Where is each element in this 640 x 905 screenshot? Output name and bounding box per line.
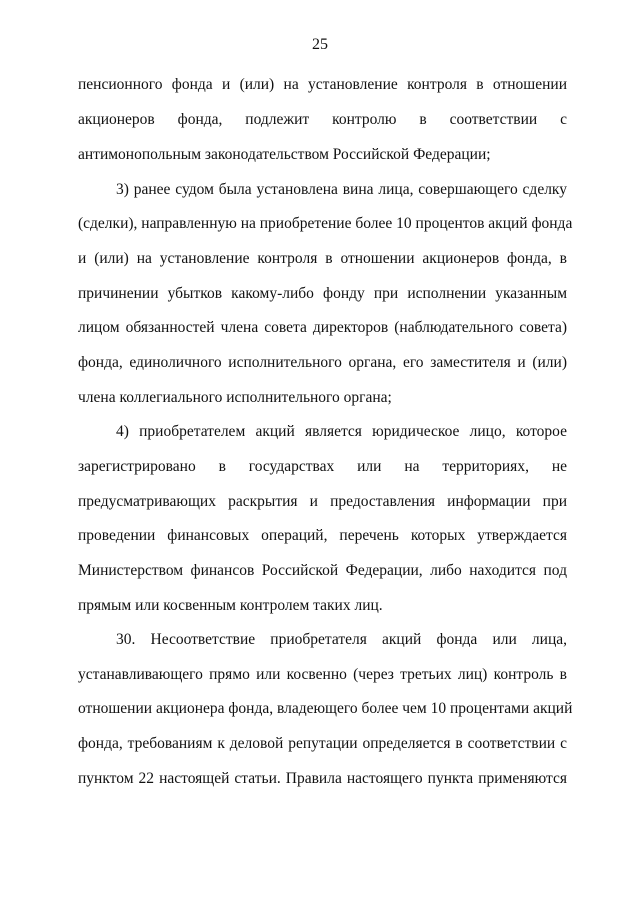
text-line: предусматривающих раскрытия и предоставления информации при xyxy=(78,493,567,510)
text-line: 4) приобретателем акций является юридическое лицо, которое xyxy=(116,423,567,440)
text-line: зарегистрировано в государствах или на территориях, не xyxy=(78,458,567,475)
text-line: члена коллегиального исполнительного органа; xyxy=(78,389,392,406)
text-line: отношении акционера фонда, владеющего более чем 10 процентами акций xyxy=(78,700,573,717)
text-line: фонда, единоличного исполнительного органа, его заместителя и (или) xyxy=(78,354,567,371)
text-line: прямым или косвенным контролем таких лиц. xyxy=(78,597,383,614)
text-line: пунктом 22 настоящей статьи. Правила настоящего пункта применяются xyxy=(78,770,567,787)
text-line: Министерством финансов Российской Федерации, либо находится под xyxy=(78,562,567,579)
text-line: (сделки), направленную на приобретение более 10 процентов акций фонда xyxy=(78,215,573,232)
text-line: 3) ранее судом была установлена вина лица, совершающего сделку xyxy=(116,181,567,198)
page-number: 25 xyxy=(312,36,328,53)
text-line: фонда, требованиям к деловой репутации определяется в соответствии с xyxy=(78,735,567,752)
text-line: и (или) на установление контроля в отношении акционеров фонда, в xyxy=(78,250,567,267)
text-line: устанавливающего прямо или косвенно (через третьих лиц) контроль в xyxy=(78,666,567,683)
text-line: причинении убытков какому-либо фонду при исполнении указанным xyxy=(78,285,567,302)
text-line: акционеров фонда, подлежит контролю в соответствии с xyxy=(78,111,567,128)
text-line: антимонопольным законодательством Российской Федерации; xyxy=(78,146,491,163)
text-line: 30. Несоответствие приобретателя акций фонда или лица, xyxy=(116,631,567,648)
text-line: проведении финансовых операций, перечень которых утверждается xyxy=(78,527,567,544)
text-line: пенсионного фонда и (или) на установление контроля в отношении xyxy=(78,76,567,93)
text-line: лицом обязанностей члена совета директоров (наблюдательного совета) xyxy=(78,319,567,336)
